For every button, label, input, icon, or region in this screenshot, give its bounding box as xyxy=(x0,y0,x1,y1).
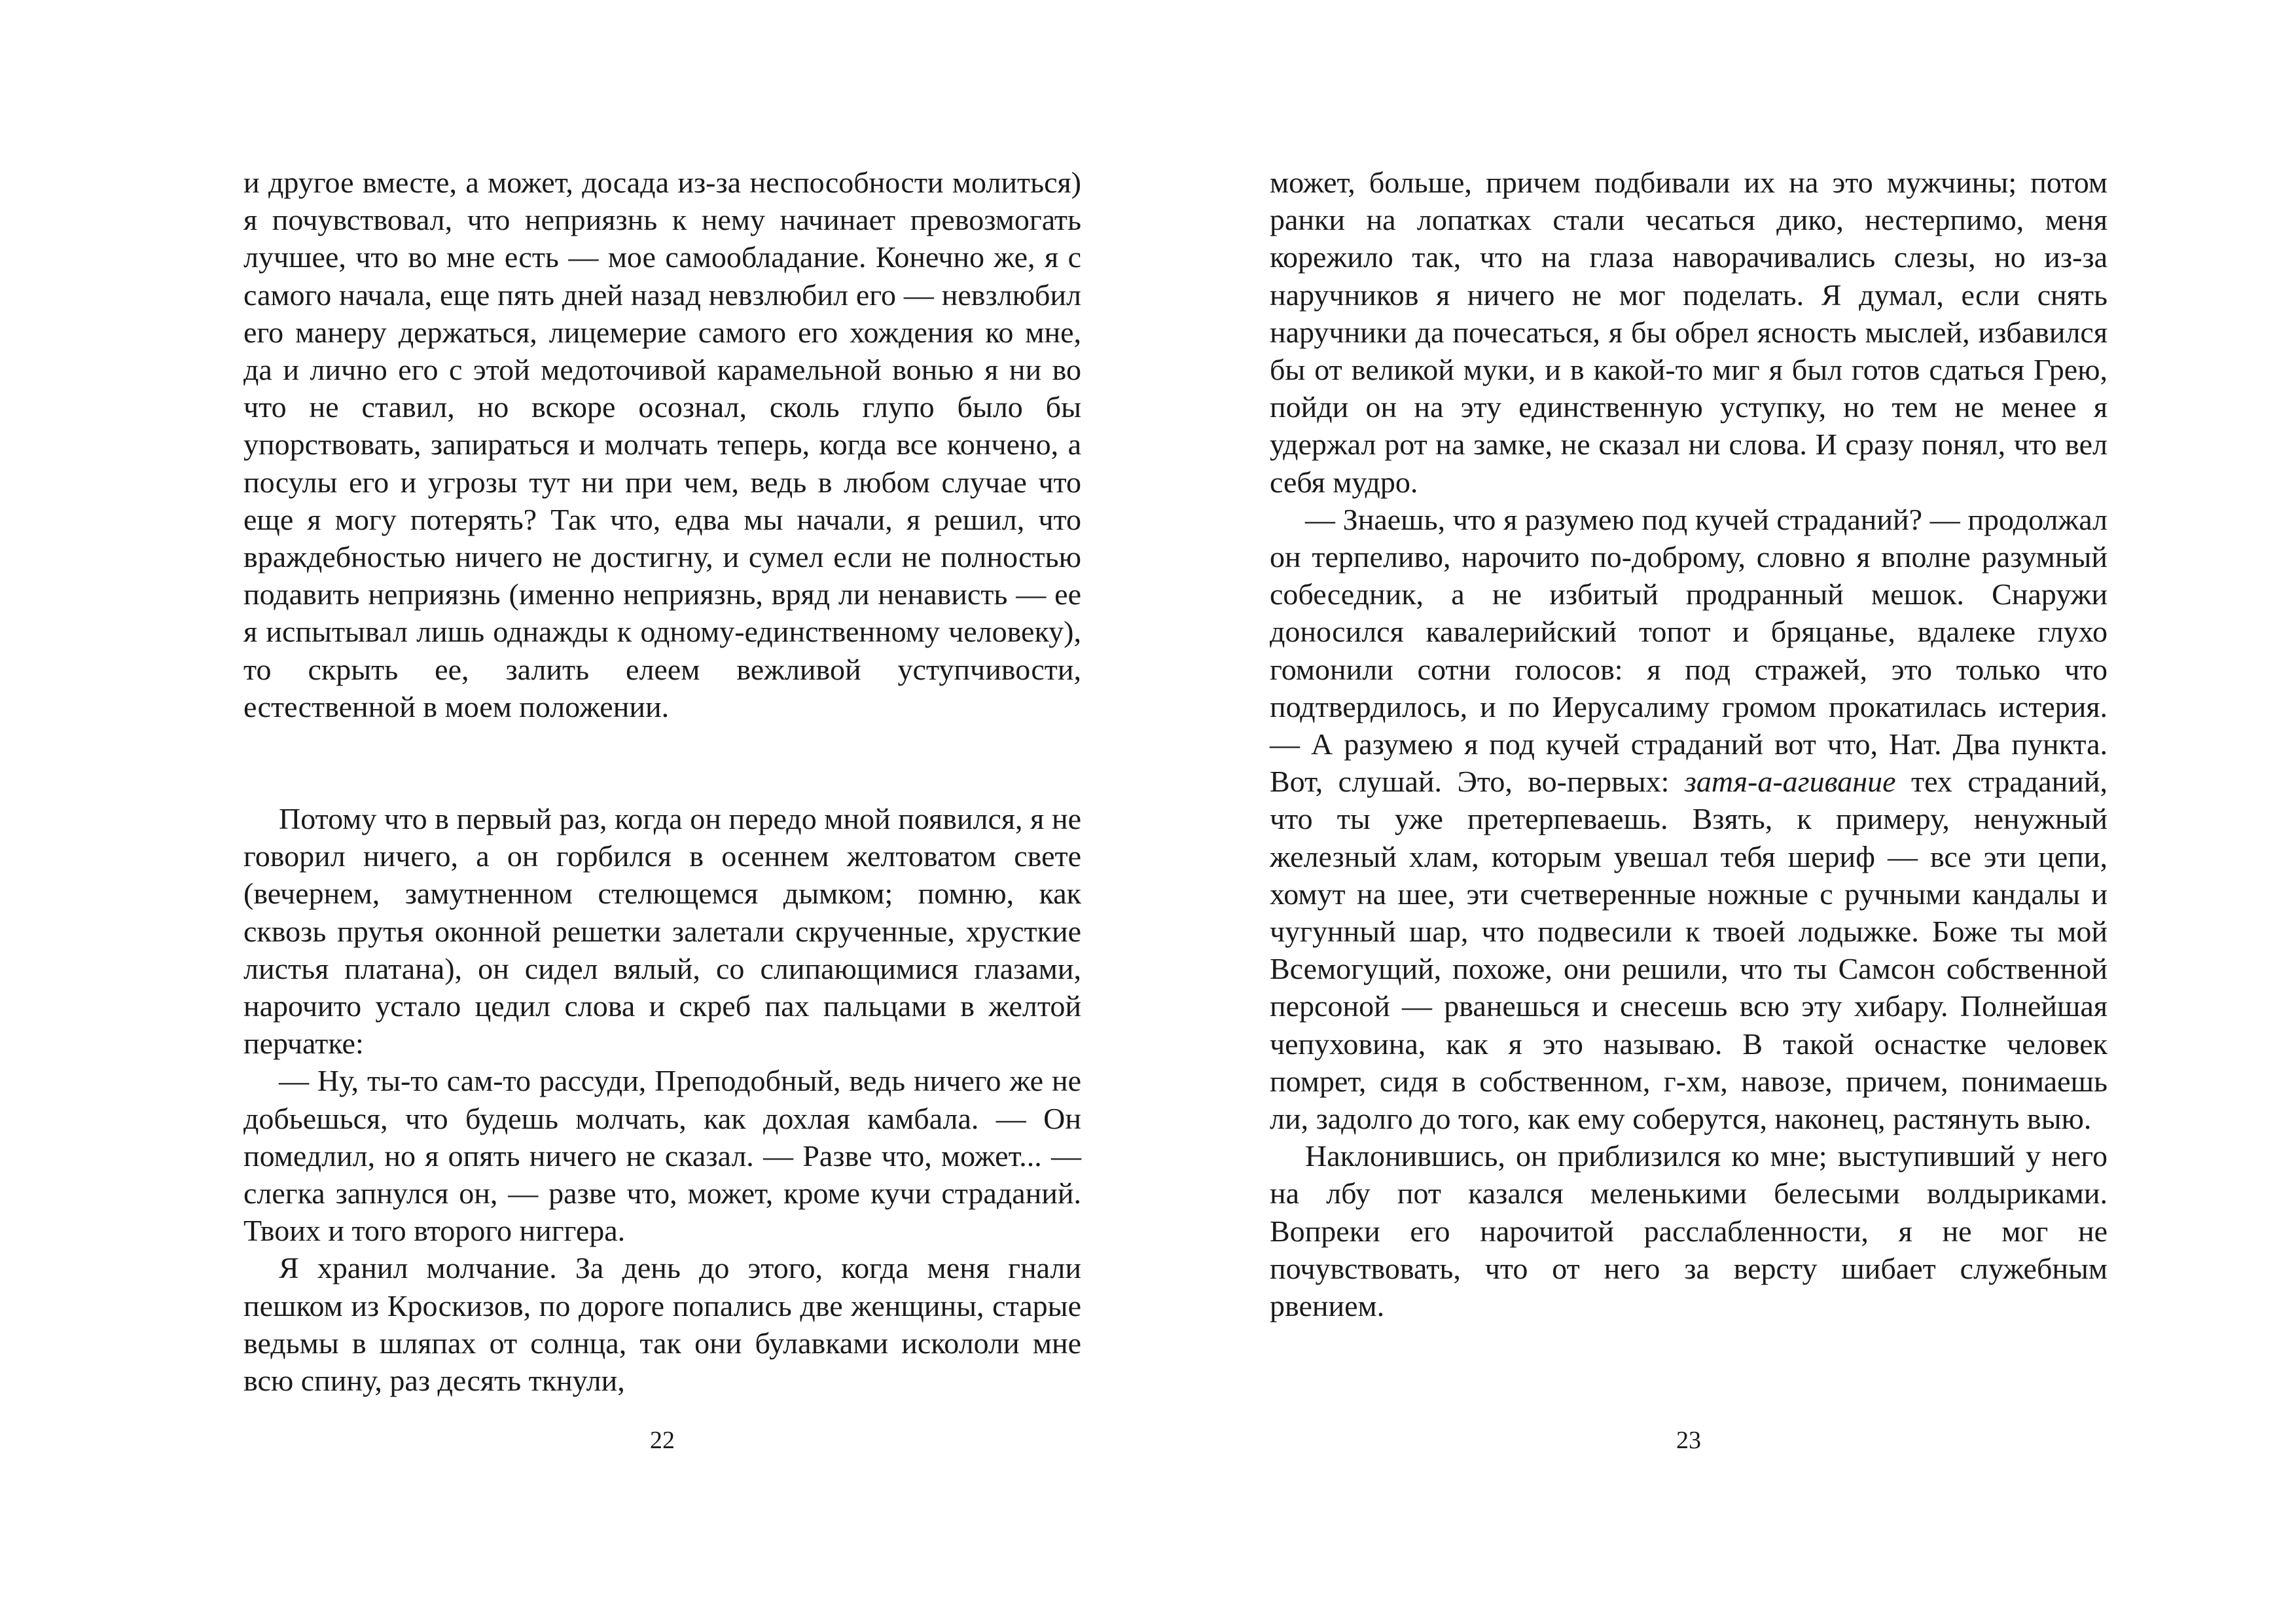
paragraph-text: — Знаешь, что я разумею под кучей страданий? — продолжал он терпеливо, нарочито по-доброму, словно я вполне разумный собеседник, а не избитый продранный мешок. Снаружи доносился кавалерийский топот и бряцанье, вдалеке глухо гомонили сотни голосов: я под стражей, это только что подтвердилось, и по Иерусалиму громом прокатилась истерия. — А разумею я под кучей страданий вот что, Нат. Два пункта. Вот, слушай. Это, во-первых: xyxy=(1270,502,2108,799)
paragraph: может, больше, причем подбивали их на это мужчины; потом ранки на лопатках стали чесаться дико, нестерпимо, меня корежило так, что на глаза наворачивались слезы, но из-за наручников я ничего не мог поделать. Я думал, если снять наручники да почесаться, я бы обрел ясность мыслей, избавился бы от великой муки, и в какой-то миг я был готов сдаться Грею, пойди он на эту единственную уступку, но тем не менее я удержал рот на замке, не сказал ни слова. И сразу понял, что вел себя мудро. xyxy=(1270,166,2108,499)
left-page-text xyxy=(243,164,1081,1399)
paragraph: — Ну, ты-то сам-то рассуди, Преподобный, ведь ничего же не добьешься, что будешь молчать, как дохлая камбала. — Он помедлил, но я опять ничего не сказал. — Разве что, может... — слегка запнулся он, — разве что, может, кроме кучи страданий. Твоих и того второго ниггера. xyxy=(243,1064,1081,1248)
italic-emphasis: затя-а-агивание xyxy=(1684,765,1896,799)
paragraph xyxy=(1270,501,2108,1137)
paragraph: Наклонившись, он приблизился ко мне; выступивший у него на лбу пот казался меленькими белесыми волдыриками. Вопреки его нарочитой расслабленности, я не мог не почувствовать, что от него за версту шибает служебным рвением. xyxy=(1270,1139,2108,1323)
paragraph: Я хранил молчание. За день до этого, когда меня гнали пешком из Кроскизов, по дороге попались две женщины, старые ведьмы в шляпах от солнца, так они булавками искололи мне всю спину, раз десять ткнули, xyxy=(243,1251,1081,1398)
paragraph: Потому что в первый раз, когда он передо мной появился, я не говорил ничего, а он горбился в осеннем желтоватом свете (вечернем, замутненном стелющемся дымком; помню, как сквозь прутья оконной решетки залетали скрученные, хрусткие листья платана), он сидел вялый, со слипающимися глазами, нарочито устало цедил слова и скреб пах пальцами в желтой перчатке: xyxy=(243,802,1081,1061)
paragraph: и другое вместе, а может, досада из-за неспособности молиться) я почувствовал, что неприязнь к нему начинает превозмогать лучшее, что во мне есть — мое самообладание. Конечно же, я с самого начала, еще пять дней назад невзлюбил его — невзлюбил его манеру держаться, лицемерие самого его хождения ко мне, да и лично его с этой медоточивой карамельной вонью я ни во что не ставил, но вскоре осознал, сколь глупо было бы упорствовать, запираться и молчать теперь, когда все кончено, а посулы его и угрозы тут ни при чем, ведь в любом случае что еще я могу потерять? Так что, едва мы начали, я решил, что враждебностью ничего не достигну, и сумел если не полностью подавить неприязнь (именно неприязнь, вряд ли ненависть — ее я испытывал лишь однажды к одному-единственному человеку), то скрыть ее, залить елеем вежливой уступчивости, естественной в моем положении. xyxy=(243,166,1081,723)
right-page-text xyxy=(1270,164,2108,1324)
page-number: 22 xyxy=(650,1427,675,1454)
right-page xyxy=(1148,0,2296,1623)
page-number: 23 xyxy=(1676,1427,1701,1454)
paragraph-text: тех страданий, что ты уже претерпеваешь. Взять, к примеру, ненужный железный хлам, которым увешал тебя шериф — все эти цепи, хомут на шее, эти счетверенные ножные с ручными кандалы и чугунный шар, что подвесили к твоей лодыжке. Боже ты мой Всемогущий, похоже, они решили, что ты Самсон собственной персоной — рванешься и снесешь всю эту хибару. Полнейшая чепуховина, как я это называю. В такой оснастке человек помрет, сидя в собственном, г-хм, навозе, причем, понимаешь ли, задолго до того, как ему соберутся, наконец, растянуть выю. xyxy=(1270,765,2108,1136)
